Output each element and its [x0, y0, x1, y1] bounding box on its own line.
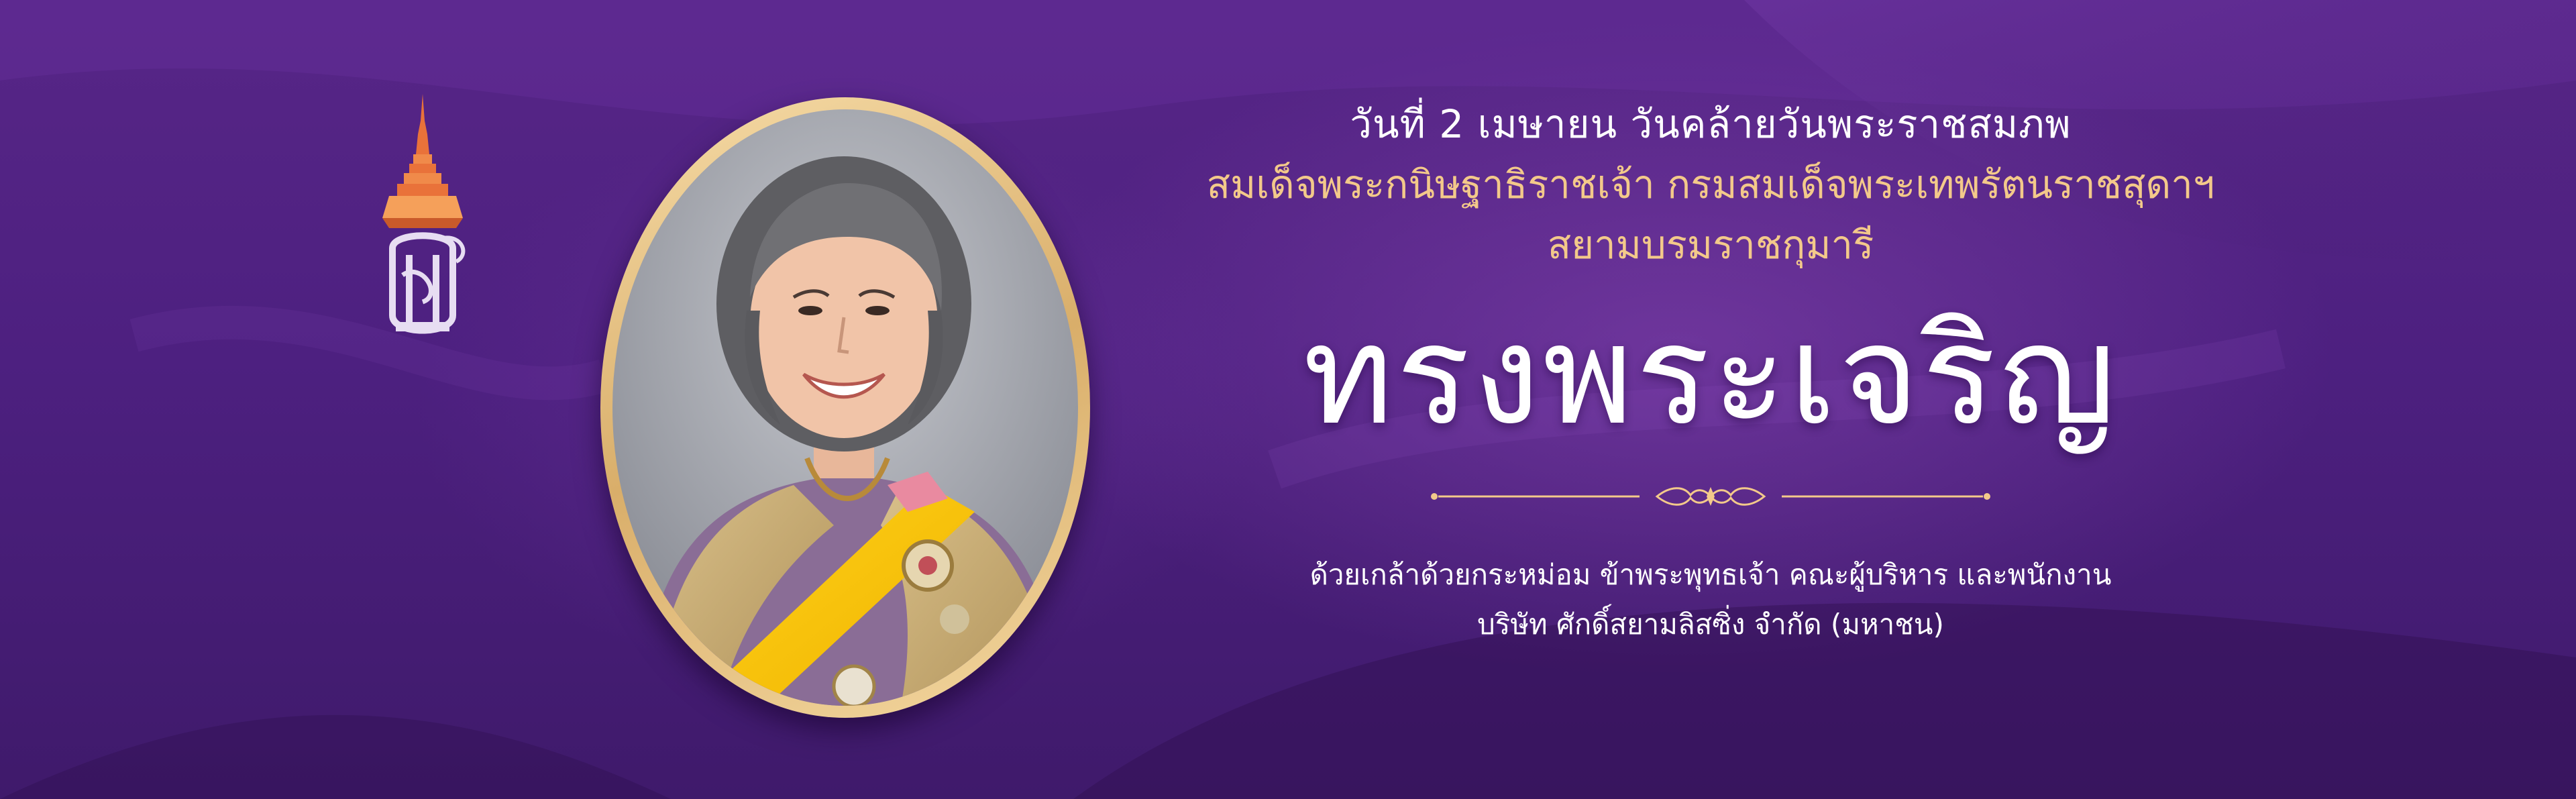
tribute-text: [1114, 81, 2308, 649]
date-line: วันที่ 2 เมษายน วันคล้ายวันพระราชสมภพ: [1350, 101, 2072, 147]
company-name: บริษัท ศักดิ์สยามลิสซิ่ง จำกัด (มหาชน): [1477, 608, 1944, 641]
royal-portrait: [612, 109, 1078, 706]
royal-title-line-2: สยามบรมราชกุมารี: [1547, 222, 1874, 268]
credit-line: ด้วยเกล้าด้วยกระหม่อม ข้าพระพุทธเจ้า คณะผู้บริหาร และพนักงาน: [1309, 558, 2112, 591]
headline: ทรงพระเจริญ: [1303, 296, 2118, 456]
ornamental-divider-icon: [1429, 483, 1992, 510]
royal-cypher-emblem-icon: [362, 94, 483, 362]
royal-title-line: สมเด็จพระกนิษฐาธิราชเจ้า กรมสมเด็จพระเทพรัตนราชสุดาฯ: [1206, 162, 2215, 207]
